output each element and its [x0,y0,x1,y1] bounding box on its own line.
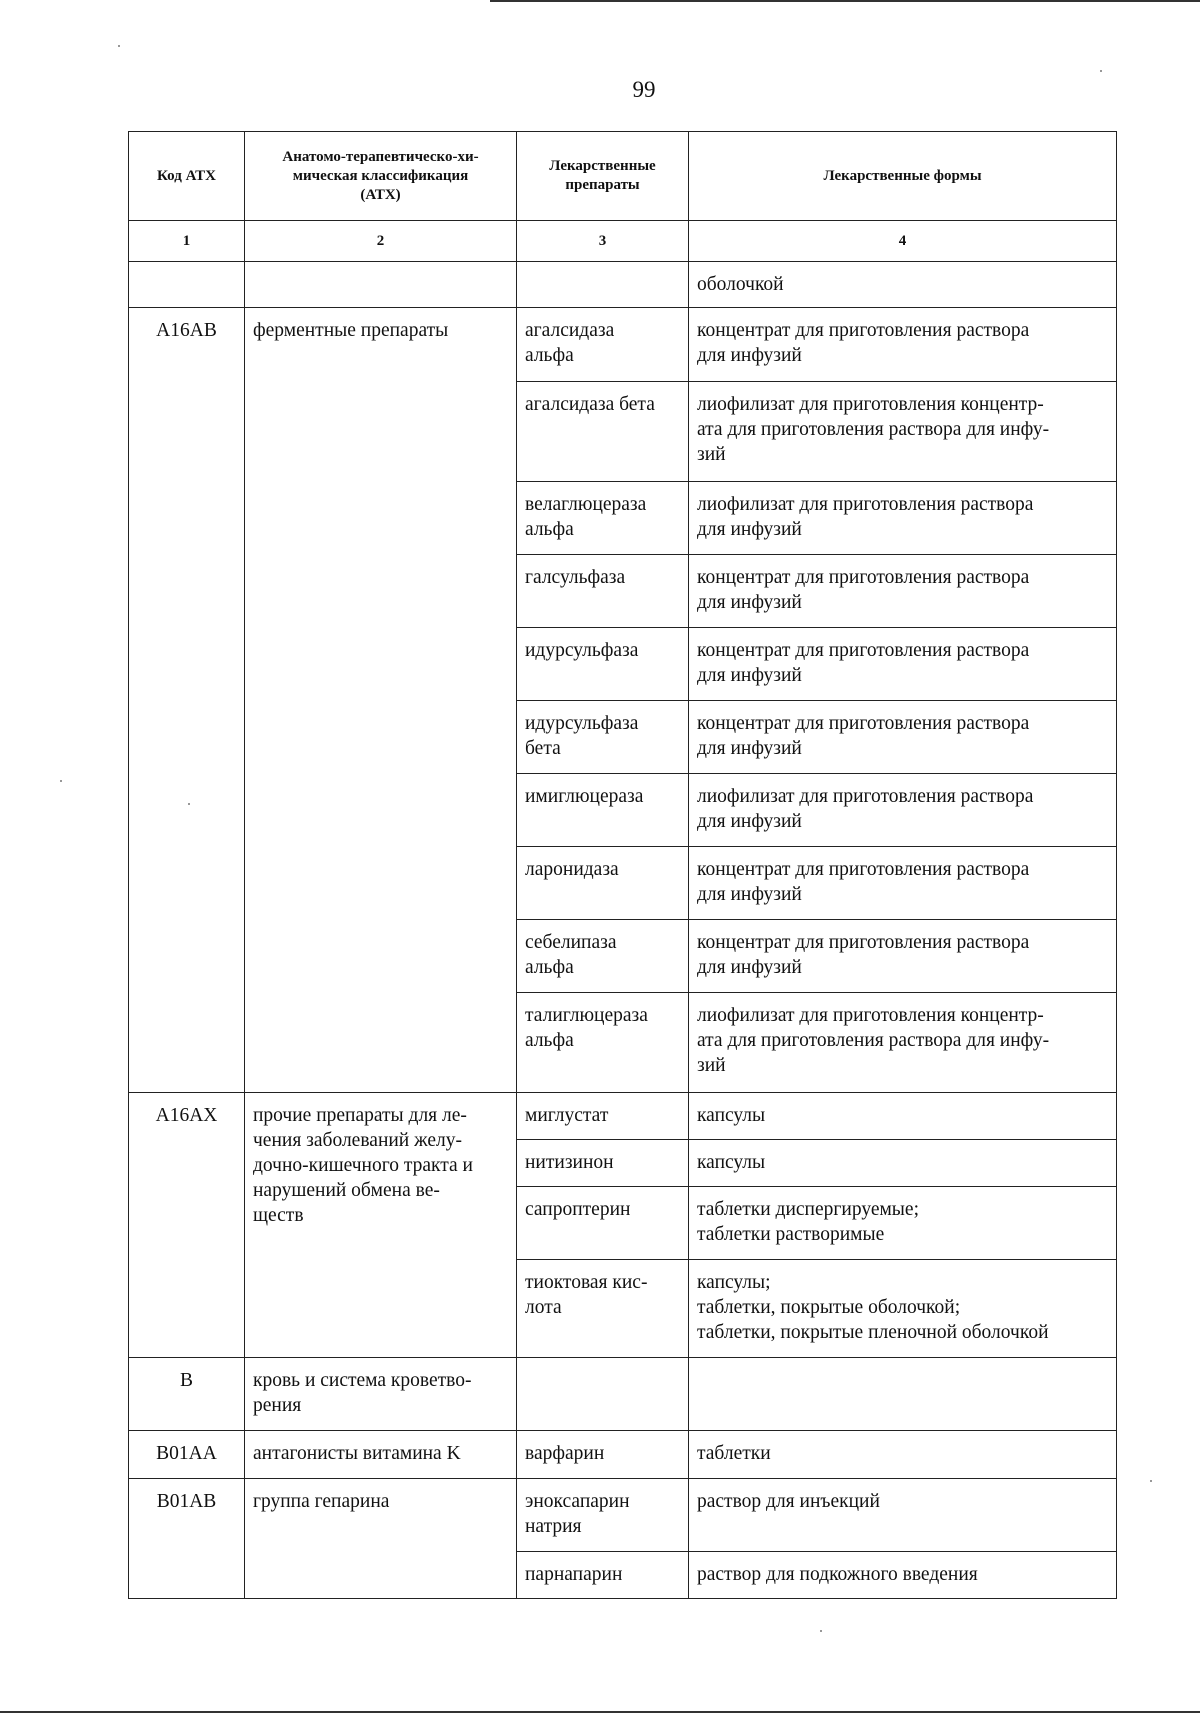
scan-speck [1150,1480,1152,1482]
drug-name-cell [517,1358,689,1431]
drug-name-cell: себелипаза альфа [517,920,689,993]
dosage-form-cell: раствор для подкожного введения [689,1552,1117,1599]
dosage-form-cell: концентрат для приготовления раствора для инфузий [689,920,1117,993]
drug-name-cell: нитизинон [517,1140,689,1187]
column-number-row [129,221,1117,262]
atc-classification-cell: прочие препараты для ле- чения заболеваний желу- дочно-кишечного тракта и нарушений обмена ве- ществ [245,1093,517,1358]
atc-code-cell: A16AX [129,1093,245,1358]
dosage-form-cell: таблетки диспергируемые; таблетки растворимые [689,1187,1117,1260]
continuation-code-cell [129,262,245,308]
scan-speck [60,780,62,782]
drug-name-cell: агалсидаза альфа [517,308,689,382]
dosage-form-cell: капсулы; таблетки, покрытые оболочкой; таблетки, покрытые пленочной оболочкой [689,1260,1117,1358]
atc-code-cell: B01AA [129,1431,245,1479]
drug-name-cell: идурсульфаза [517,628,689,701]
dosage-form-cell: концентрат для приготовления раствора для инфузий [689,847,1117,920]
drug-name-cell: эноксапарин натрия [517,1479,689,1552]
table-header-row [129,132,1117,221]
drug-name-cell: миглустат [517,1093,689,1140]
atc-code-cell: B01AB [129,1479,245,1599]
scan-edge-line-bottom [0,1711,1200,1713]
column-number-3: 3 [517,221,689,262]
drug-name-cell: сапроптерин [517,1187,689,1260]
column-number-4: 4 [689,221,1117,262]
dosage-form-cell: таблетки [689,1431,1117,1479]
dosage-form-cell: лиофилизат для приготовления раствора для инфузий [689,774,1117,847]
atc-classification-cell: ферментные препараты [245,308,517,1093]
dosage-form-cell: концентрат для приготовления раствора для инфузий [689,308,1117,382]
drug-name-cell: ларонидаза [517,847,689,920]
scan-speck [1100,70,1102,72]
scan-edge-line-top [490,0,1200,2]
drug-name-cell: идурсульфаза бета [517,701,689,774]
table-row [129,1093,1117,1140]
atc-classification-cell: группа гепарина [245,1479,517,1599]
table-row [129,308,1117,382]
drug-name-cell: талиглюцераза альфа [517,993,689,1093]
drug-name-cell: имиглюцераза [517,774,689,847]
header-atc-classification: Анатомо-терапевтическо-хи- мическая классификация (АТХ) [245,132,517,221]
header-drugs: Лекарственные препараты [517,132,689,221]
drug-name-cell: агалсидаза бета [517,382,689,482]
column-number-2: 2 [245,221,517,262]
dosage-form-cell: концентрат для приготовления раствора для инфузий [689,701,1117,774]
drug-name-cell: парнапарин [517,1552,689,1599]
scan-speck [118,45,120,47]
header-dosage-forms: Лекарственные формы [689,132,1117,221]
page-number: 99 [632,77,656,102]
atc-code-cell: B [129,1358,245,1431]
dosage-form-cell: капсулы [689,1140,1117,1187]
dosage-form-cell: капсулы [689,1093,1117,1140]
dosage-form-cell: лиофилизат для приготовления концентр- ата для приготовления раствора для инфу- зий [689,382,1117,482]
drug-name-cell: велаглюцераза альфа [517,482,689,555]
column-number-1: 1 [129,221,245,262]
continuation-row [129,262,1117,308]
drug-name-cell: галсульфаза [517,555,689,628]
dosage-form-cell: концентрат для приготовления раствора для инфузий [689,628,1117,701]
scan-speck [820,1630,822,1632]
continuation-drug-cell [517,262,689,308]
table-row [129,1479,1117,1552]
table-row [129,1358,1117,1431]
dosage-form-cell: лиофилизат для приготовления концентр- ата для приготовления раствора для инфу- зий [689,993,1117,1093]
table-row [129,1431,1117,1479]
scan-speck [188,803,190,805]
atc-drug-table [128,131,1117,1599]
dosage-form-cell [689,1358,1117,1431]
dosage-form-cell: концентрат для приготовления раствора для инфузий [689,555,1117,628]
dosage-form-cell: лиофилизат для приготовления раствора для инфузий [689,482,1117,555]
continuation-form-cell: оболочкой [689,262,1117,308]
continuation-class-cell [245,262,517,308]
drug-name-cell: тиоктовая кис- лота [517,1260,689,1358]
atc-code-cell: A16AB [129,308,245,1093]
dosage-form-cell: раствор для инъекций [689,1479,1117,1552]
drug-name-cell: варфарин [517,1431,689,1479]
atc-classification-cell: антагонисты витамина K [245,1431,517,1479]
atc-classification-cell: кровь и система кроветво- рения [245,1358,517,1431]
header-atc-code: Код АТХ [129,132,245,221]
